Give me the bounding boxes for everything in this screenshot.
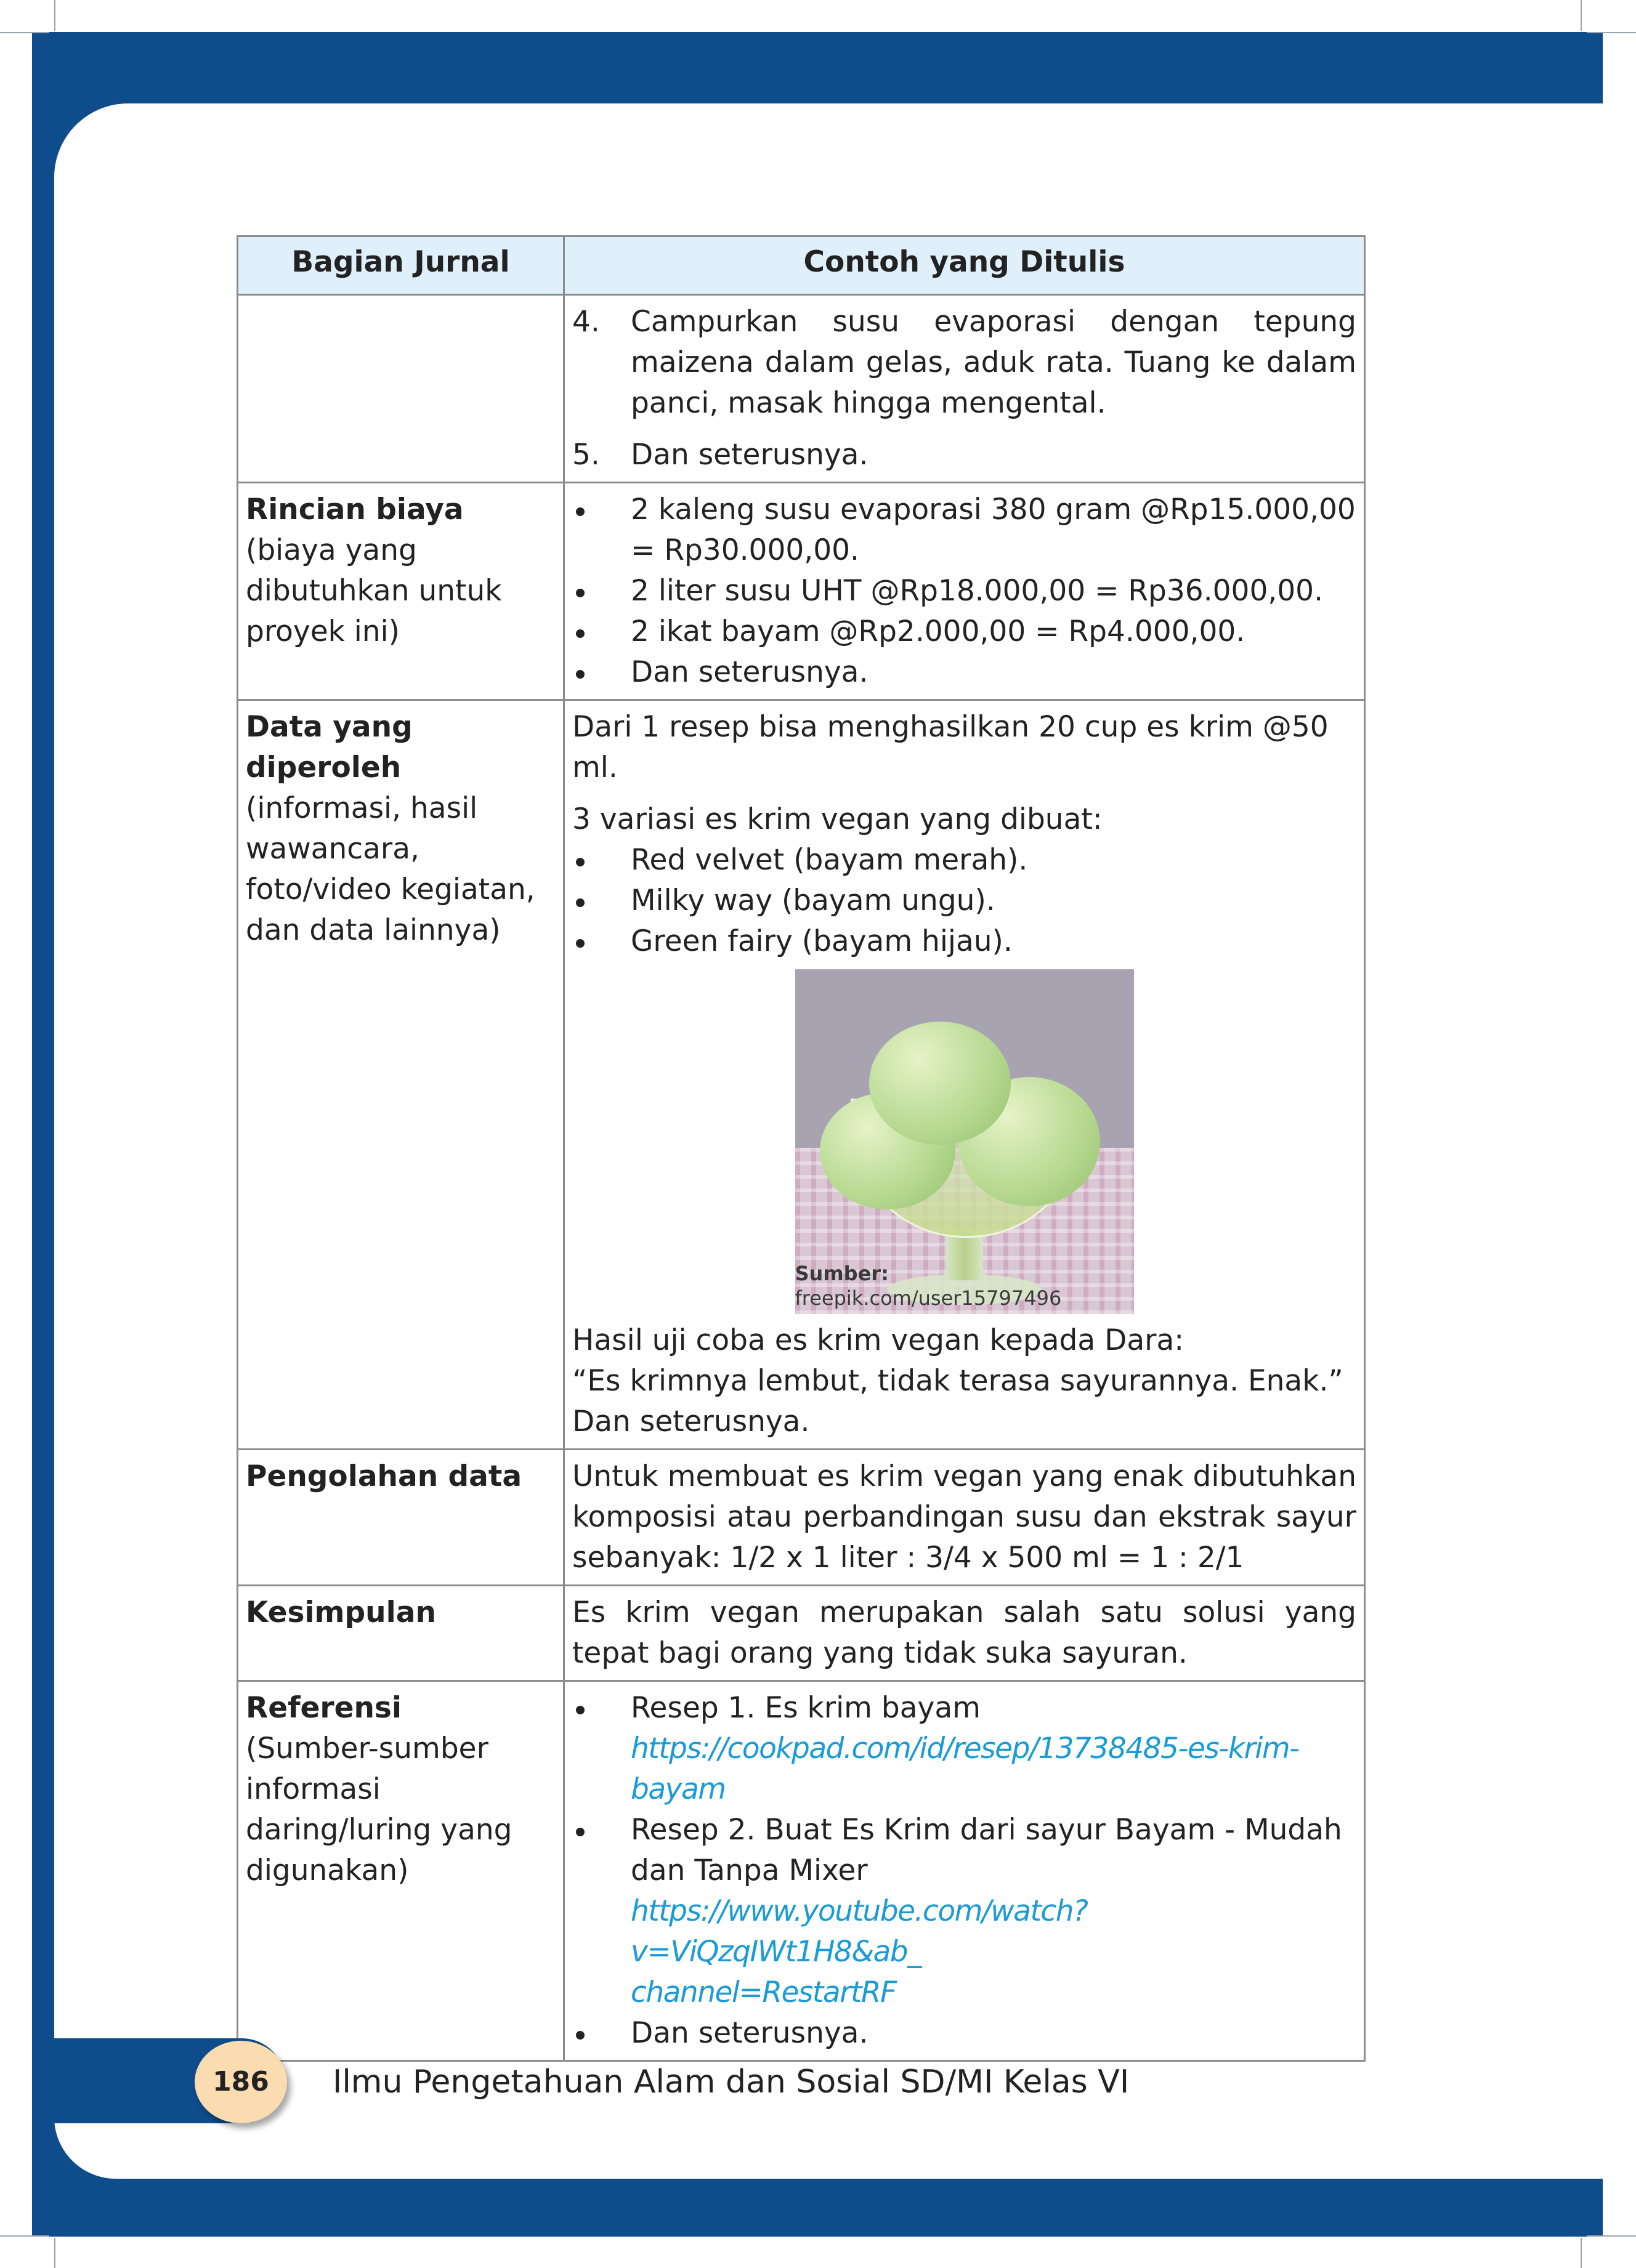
bullet-icon	[576, 629, 585, 638]
list-item	[572, 611, 1356, 652]
journal-table	[237, 235, 1366, 2062]
row-label	[238, 1450, 564, 1586]
list-item	[572, 2013, 1356, 2054]
row-description: (biaya yang dibutuhkan untuk proyek ini)	[246, 533, 502, 648]
header-contoh-ditulis: Contoh yang Ditulis	[564, 236, 1365, 295]
list-item	[572, 921, 1356, 962]
crop-mark	[0, 32, 49, 33]
crop-mark	[54, 2238, 55, 2268]
list-item-text: Dan seterusnya.	[631, 655, 869, 689]
result-line: Hasil uji coba es krim vegan kepada Dara:	[572, 1323, 1184, 1357]
pengolahan-text: Untuk membuat es krim vegan yang enak dibutuhkan komposisi atau perbandingan susu dan ekstrak sayur sebanyak: 1/2 x 1 liter : 3/4 x 500 ml = 1 : 2/1	[564, 1450, 1365, 1586]
bullet-icon	[576, 1706, 585, 1714]
reference-link[interactable]: https://cookpad.com/id/resep/13738485-es-krim-bayam	[631, 1732, 1299, 1806]
list-item	[572, 1810, 1356, 2013]
crop-mark	[1581, 2238, 1582, 2268]
row-title: Referensi	[246, 1691, 402, 1725]
row-label-empty	[238, 295, 564, 483]
list-item-text: 2 liter susu UHT @Rp18.000,00 = Rp36.000,00.	[631, 574, 1324, 608]
header-bagian-jurnal: Bagian Jurnal	[238, 236, 564, 295]
list-item	[572, 490, 1356, 571]
row-title: Rincian biaya	[246, 493, 464, 527]
photo-scoop	[869, 1022, 1011, 1145]
step-text: Campurkan susu evaporasi dengan tepung maizena dalam gelas, aduk rata. Tuang ke dalam panci, masak hingga mengental.	[631, 305, 1356, 420]
step-text: Dan seterusnya.	[631, 438, 869, 472]
reference-link[interactable]: https://www.youtube.com/watch?v=ViQzqIWt1H8&ab_	[631, 1894, 1088, 1969]
step-number: 5.	[572, 438, 600, 472]
step-item	[572, 435, 1356, 475]
reference-title: Resep 1. Es krim bayam	[631, 1691, 981, 1725]
list-item	[572, 840, 1356, 881]
cost-list	[564, 483, 1365, 700]
crop-mark	[1587, 2235, 1636, 2237]
list-item	[572, 652, 1356, 693]
list-item-text: 2 ikat bayam @Rp2.000,00 = Rp4.000,00.	[631, 615, 1245, 648]
list-item-text: Milky way (bayam ungu).	[631, 884, 995, 918]
crop-mark	[1587, 32, 1636, 33]
photo-credit-source: freepik.com/user15797496	[795, 1286, 1062, 1310]
list-item	[572, 881, 1356, 921]
bullet-icon	[576, 670, 585, 679]
list-item-text: Red velvet (bayam merah).	[631, 843, 1028, 877]
row-label	[238, 483, 564, 700]
row-description: (Sumber-sumber informasi daring/luring yang digunakan)	[246, 1732, 512, 1887]
row-label	[238, 700, 564, 1450]
list-item	[572, 571, 1356, 611]
list-item-text: 2 kaleng susu evaporasi 380 gram @Rp15.000,00 = Rp30.000,00.	[631, 493, 1356, 567]
table-row-pengolahan-data	[238, 1450, 1365, 1586]
ice-cream-photo	[795, 969, 1134, 1314]
crop-mark	[1581, 0, 1582, 31]
row-description: (informasi, hasil wawancara, foto/video kegiatan, dan data lainnya)	[246, 791, 535, 947]
reference-title: Resep 2. Buat Es Krim dari sayur Bayam - Mudah dan Tanpa Mixer	[631, 1813, 1342, 1887]
table-header-row	[238, 236, 1365, 295]
result-quote: “Es krimnya lembut, tidak terasa sayurannya. Enak.”	[572, 1364, 1343, 1398]
crop-mark	[0, 2235, 49, 2237]
page-number: 186	[195, 2041, 287, 2123]
book-title: Ilmu Pengetahuan Alam dan Sosial SD/MI Kelas VI	[333, 2064, 1130, 2101]
bullet-icon	[576, 939, 585, 948]
row-title: Pengolahan data	[246, 1459, 522, 1493]
list-item	[572, 1688, 1356, 1810]
reference-link[interactable]: channel=RestartRF	[631, 1975, 896, 2009]
photo-credit	[795, 1261, 1128, 1310]
crop-mark	[54, 0, 55, 31]
table-row-referensi	[238, 1681, 1365, 2061]
list-item-text: Dan seterusnya.	[631, 2016, 869, 2050]
bullet-icon	[576, 589, 585, 597]
table-row-kesimpulan	[238, 1586, 1365, 1681]
list-item-text: Green fairy (bayam hijau).	[631, 924, 1013, 958]
bullet-icon	[576, 898, 585, 907]
table-row-data-diperoleh	[238, 700, 1365, 1450]
row-label	[238, 1681, 564, 2061]
table-row-langkah	[238, 295, 1365, 483]
bullet-icon	[576, 2031, 585, 2040]
bullet-icon	[576, 858, 585, 866]
row-title: Data yang diperoleh	[246, 710, 413, 785]
bullet-icon	[576, 1828, 585, 1836]
data-cell	[564, 700, 1365, 1450]
reference-list	[564, 1681, 1365, 2061]
table-row-rincian-biaya	[238, 483, 1365, 700]
photo-credit-label: Sumber:	[795, 1262, 889, 1285]
row-label	[238, 1586, 564, 1681]
data-line: Dari 1 resep bisa menghasilkan 20 cup es krim @50 ml.	[572, 710, 1329, 785]
step-number: 4.	[572, 305, 600, 339]
step-item	[572, 302, 1356, 424]
row-title: Kesimpulan	[246, 1596, 436, 1629]
bullet-icon	[576, 507, 585, 516]
data-line: 3 variasi es krim vegan yang dibuat:	[572, 802, 1103, 836]
kesimpulan-text: Es krim vegan merupakan salah satu solusi yang tepat bagi orang yang tidak suka sayuran.	[564, 1586, 1365, 1681]
steps-cell	[564, 295, 1365, 483]
result-line: Dan seterusnya.	[572, 1405, 810, 1439]
